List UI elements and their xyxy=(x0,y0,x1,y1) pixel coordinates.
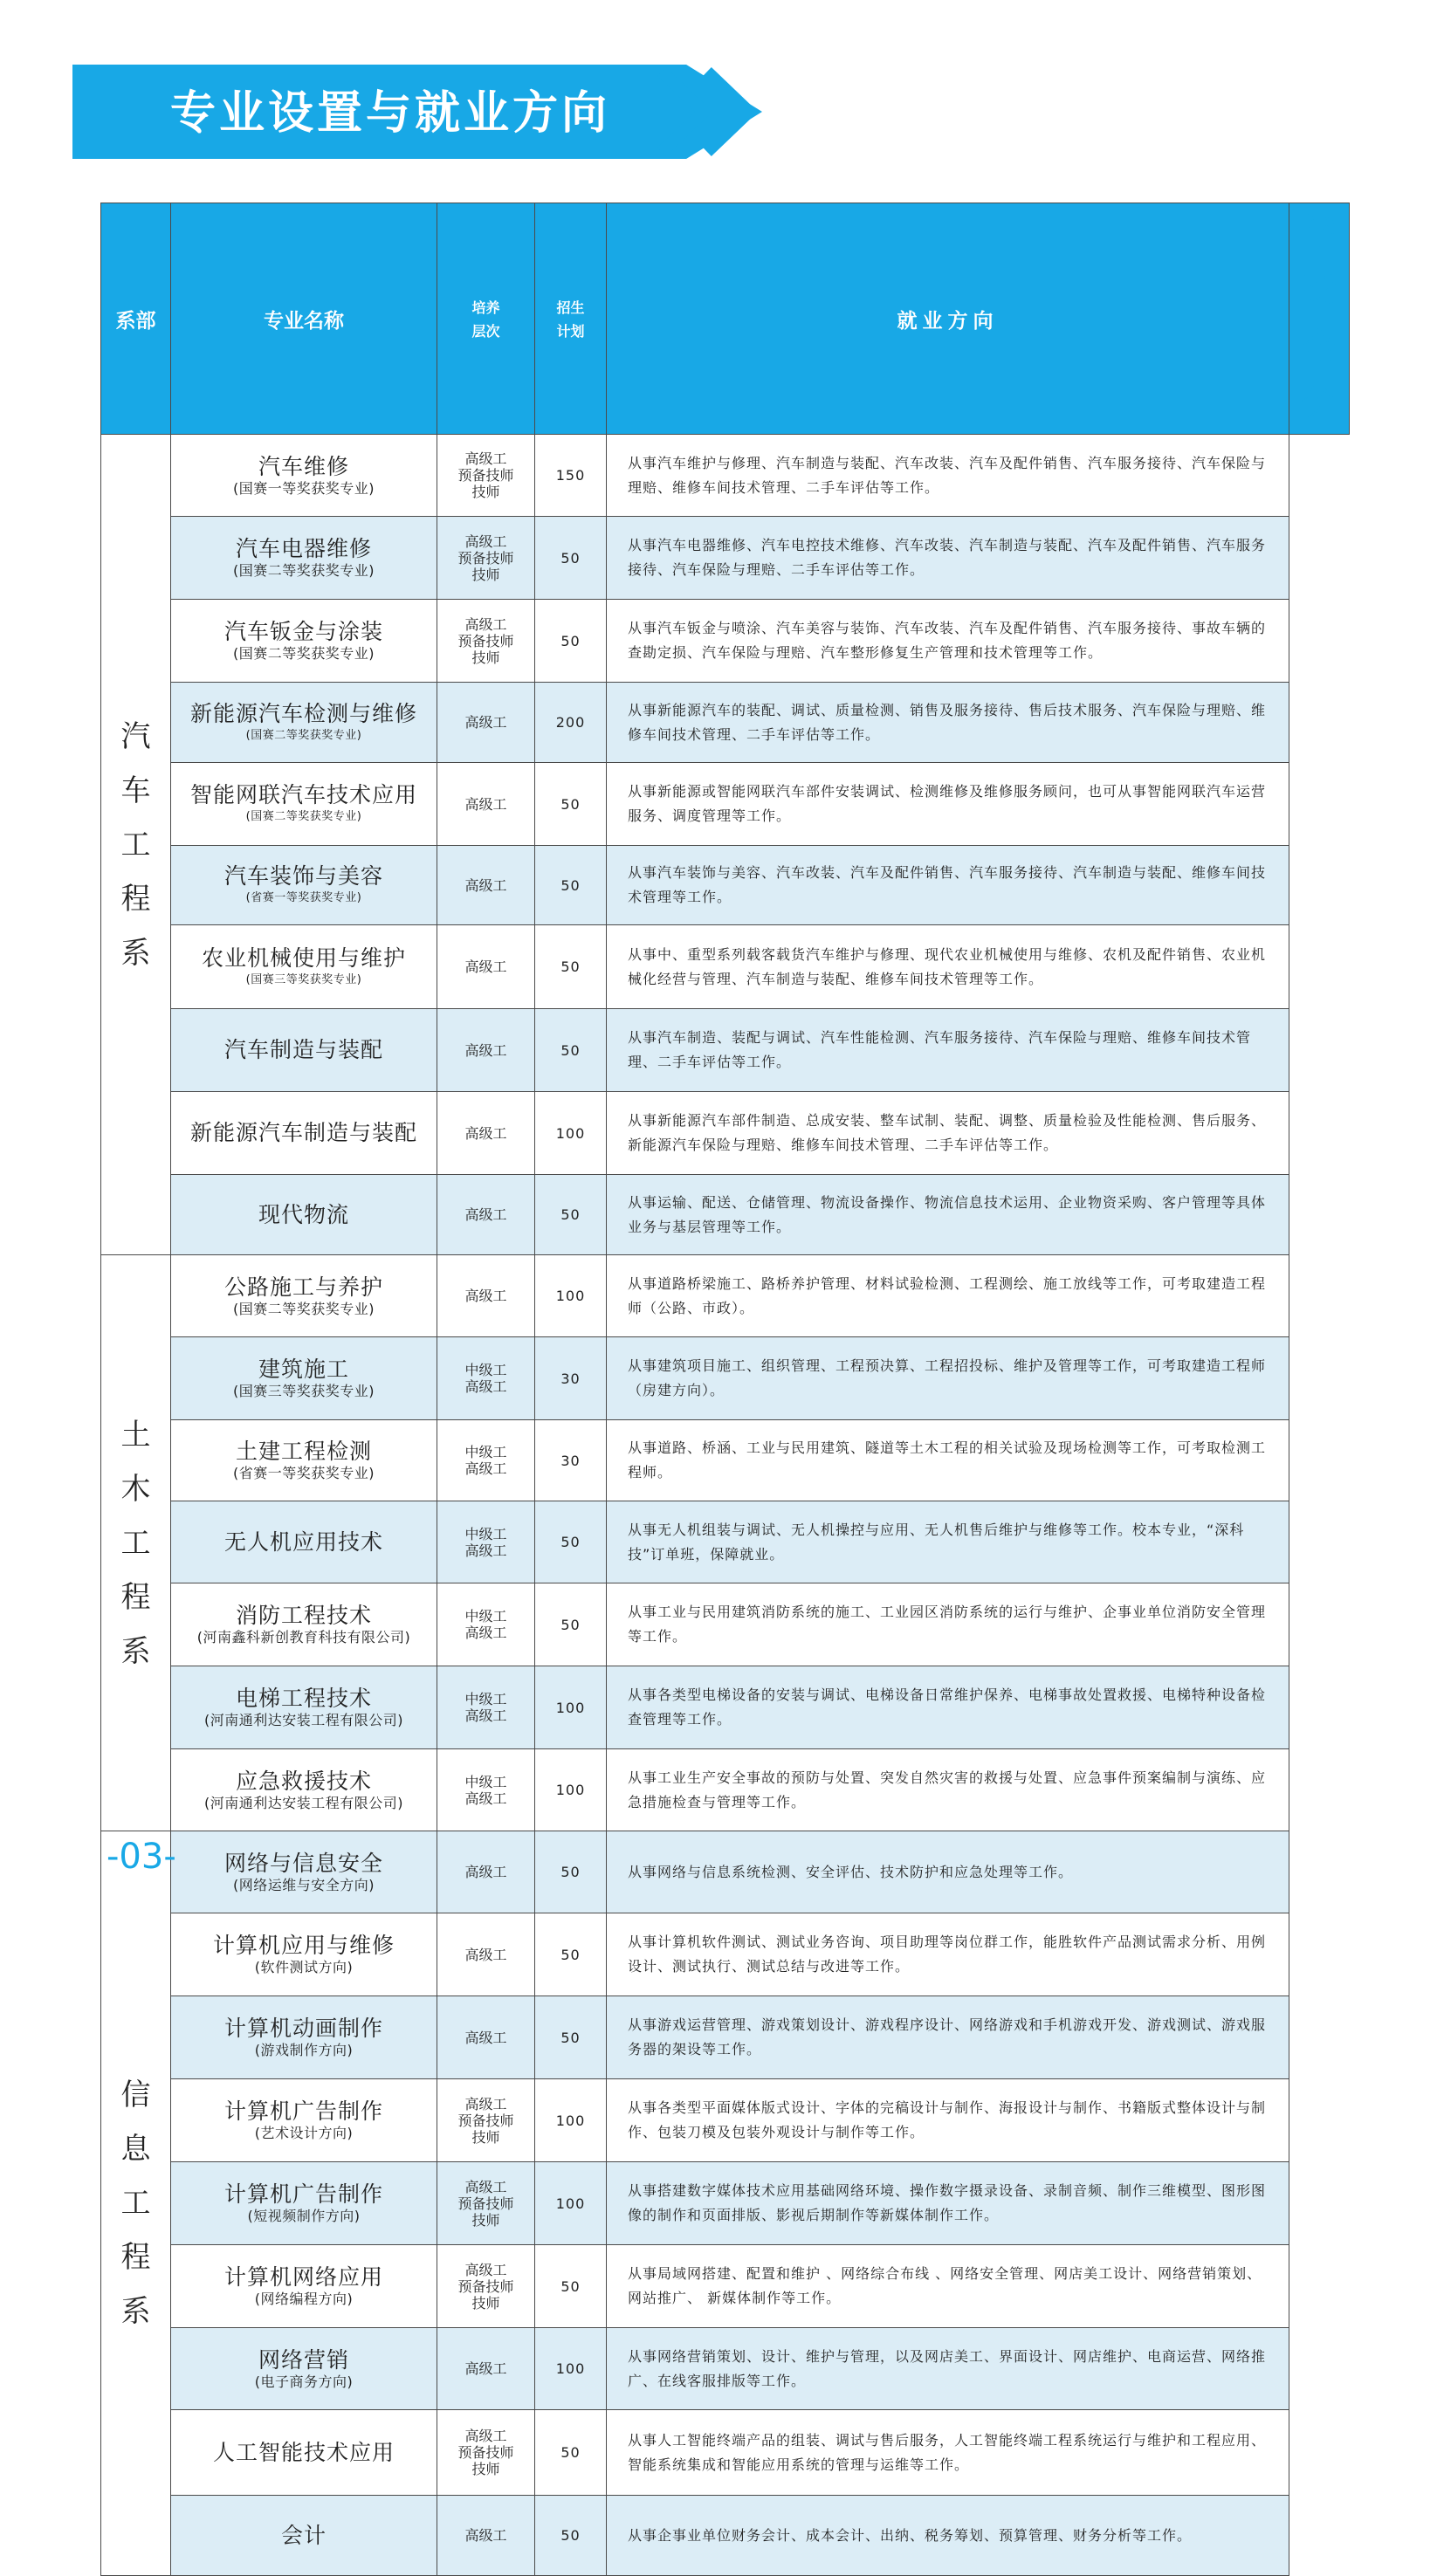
level-cell xyxy=(437,1666,535,1749)
career-direction: 从事企事业单位财务会计、成本会计、出纳、税务筹划、预算管理、财务分析等工作。 xyxy=(607,2496,1289,2576)
career-direction: 从事中、重型系列载客载货汽车维护与修理、现代农业机械使用与维修、农机及配件销售、农业机械化经营与管理、汽车制造与装配、维修车间技术管理等工作。 xyxy=(607,925,1289,1009)
department-cell xyxy=(101,1255,171,1831)
major-name: 无人机应用技术 xyxy=(223,1528,383,1555)
major-note: (国赛二等奖获奖专业) xyxy=(233,562,375,579)
major-cell xyxy=(171,2328,437,2410)
major-cell xyxy=(171,1501,437,1583)
enrollment-plan: 50 xyxy=(535,600,607,683)
career-direction: 从事新能源汽车部件制造、总成安装、整车试制、装配、调整、质量检验及性能检测、售后服务、新能源汽车保险与理赔、维修车间技术管理、二手车评估等工作。 xyxy=(607,1092,1289,1175)
training-level: 高级工 xyxy=(464,1864,507,1880)
enrollment-plan: 50 xyxy=(535,1831,607,1913)
major-note: (软件测试方向) xyxy=(254,1959,354,1975)
level-cell xyxy=(437,1501,535,1583)
career-direction: 从事游戏运营管理、游戏策划设计、游戏程序设计、网络游戏和手机游戏开发、游戏测试、游戏服务器的架设等工作。 xyxy=(607,1996,1289,2079)
level-cell xyxy=(437,1913,535,1996)
table-row xyxy=(101,846,1350,925)
training-level: 中级工 高级工 xyxy=(464,1525,507,1559)
career-direction: 从事计算机软件测试、测试业务咨询、项目助理等岗位群工作，能胜软件产品测试需求分析、用例设计、测试执行、测试总结与改进等工作。 xyxy=(607,1913,1289,1996)
level-cell xyxy=(437,763,535,846)
training-level: 高级工 预备技师 技师 xyxy=(457,2261,514,2312)
major-note: (网络编程方向) xyxy=(254,2291,354,2307)
major-name: 智能网联汽车技术应用 xyxy=(189,782,417,807)
major-note: (短视频制作方向) xyxy=(247,2208,361,2224)
table-row xyxy=(101,2079,1350,2162)
training-level: 高级工 xyxy=(464,2527,507,2544)
major-name: 土建工程检测 xyxy=(235,1439,372,1464)
major-cell xyxy=(171,1749,437,1831)
major-cell xyxy=(171,1831,437,1913)
table-row xyxy=(101,2162,1350,2245)
career-direction: 从事汽车维护与修理、汽车制造与装配、汽车改装、汽车及配件销售、汽车服务接待、汽车保险与理赔、维修车间技术管理、二手车评估等工作。 xyxy=(607,435,1289,517)
page-title: 专业设置与就业方向 xyxy=(170,87,611,140)
major-name: 新能源汽车检测与维修 xyxy=(189,700,417,726)
training-level: 高级工 xyxy=(464,1041,507,1059)
table-row xyxy=(101,2328,1350,2410)
table-row xyxy=(101,1175,1350,1255)
training-level: 高级工 预备技师 技师 xyxy=(457,2178,514,2229)
major-note: (河南鑫科新创教育科技有限公司) xyxy=(196,1629,411,1645)
level-cell xyxy=(437,1583,535,1666)
career-direction: 从事工业生产安全事故的预防与处置、突发自然灾害的救援与处置、应急事件预案编制与演练、应急措施检查与管理等工作。 xyxy=(607,1749,1289,1831)
major-cell xyxy=(171,846,437,925)
major-cell xyxy=(171,2079,437,2162)
level-cell xyxy=(437,1175,535,1255)
training-level: 高级工 xyxy=(464,795,507,813)
major-note: (省赛一等奖获奖专业) xyxy=(233,1465,375,1481)
header-level: 培养 层次 xyxy=(437,203,535,435)
header-major: 专业名称 xyxy=(171,203,437,435)
department-name: 土木工程系 xyxy=(120,1417,151,1669)
major-cell xyxy=(171,2162,437,2245)
level-cell xyxy=(437,1420,535,1501)
major-name: 人工智能技术应用 xyxy=(212,2439,395,2465)
major-name: 新能源汽车制造与装配 xyxy=(189,1120,417,1145)
header-dept: 系部 xyxy=(101,203,171,435)
training-level: 高级工 xyxy=(464,2029,507,2046)
enrollment-plan: 50 xyxy=(535,2410,607,2496)
major-cell xyxy=(171,1420,437,1501)
major-cell xyxy=(171,600,437,683)
training-level: 高级工 xyxy=(464,2360,507,2377)
level-cell xyxy=(437,517,535,600)
table-row xyxy=(101,683,1350,763)
enrollment-plan: 100 xyxy=(535,2079,607,2162)
major-note: (国赛一等奖获奖专业) xyxy=(233,479,375,497)
major-name: 电梯工程技术 xyxy=(235,1686,372,1711)
enrollment-plan: 150 xyxy=(535,435,607,517)
enrollment-plan: 50 xyxy=(535,517,607,600)
department-cell xyxy=(101,435,171,1255)
enrollment-plan: 100 xyxy=(535,1092,607,1175)
level-cell xyxy=(437,1255,535,1337)
major-note: (国赛二等奖获奖专业) xyxy=(233,1300,375,1317)
major-cell xyxy=(171,1913,437,1996)
career-direction: 从事无人机组装与调试、无人机操控与应用、无人机售后维护与维修等工作。校本专业，“深科技”订单班，保障就业。 xyxy=(607,1501,1289,1583)
level-cell xyxy=(437,925,535,1009)
major-note: (国赛二等奖获奖专业) xyxy=(245,810,362,823)
career-direction: 从事搭建数字媒体技术应用基础网络环境、操作数字摄录设备、录制音频、制作三维模型、图形图像的制作和页面排版、影视后期制作等新媒体制作工作。 xyxy=(607,2162,1289,2245)
major-name: 汽车维修 xyxy=(258,453,349,479)
table-row xyxy=(101,1255,1350,1337)
department-name: 汽车工程系 xyxy=(120,718,151,971)
level-cell xyxy=(437,600,535,683)
header-career: 就业方向 xyxy=(607,203,1289,435)
career-direction: 从事新能源汽车的装配、调试、质量检测、销售及服务接待、售后技术服务、汽车保险与理赔、维修车间技术管理、二手车评估等工作。 xyxy=(607,683,1289,763)
major-cell xyxy=(171,1666,437,1749)
major-name: 会计 xyxy=(280,2522,327,2548)
major-name: 公路施工与养护 xyxy=(223,1274,383,1300)
training-level: 高级工 预备技师 技师 xyxy=(457,2428,514,2477)
major-table-grid xyxy=(100,203,1350,2576)
enrollment-plan: 100 xyxy=(535,1255,607,1337)
department-cell xyxy=(101,1831,171,2576)
major-cell xyxy=(171,925,437,1009)
department-name: 信息工程系 xyxy=(120,2078,151,2329)
training-level: 中级工 高级工 xyxy=(464,1691,507,1724)
major-name: 农业机械使用与维护 xyxy=(201,945,406,971)
table-row xyxy=(101,1501,1350,1583)
career-direction: 从事各类型电梯设备的安装与调试、电梯设备日常维护保养、电梯事故处置救援、电梯特种设备检查管理等工作。 xyxy=(607,1666,1289,1749)
header-plan: 招生 计划 xyxy=(535,203,607,435)
major-name: 汽车电器维修 xyxy=(235,536,372,561)
major-cell xyxy=(171,1175,437,1255)
career-direction: 从事道路桥梁施工、路桥养护管理、材料试验检测、工程测绘、施工放线等工作，可考取建造工程师（公路、市政）。 xyxy=(607,1255,1289,1337)
enrollment-plan: 50 xyxy=(535,846,607,925)
major-cell xyxy=(171,2410,437,2496)
enrollment-plan: 100 xyxy=(535,1749,607,1831)
major-name: 消防工程技术 xyxy=(235,1603,372,1628)
level-cell xyxy=(437,2496,535,2576)
major-name: 汽车钣金与涂装 xyxy=(223,619,383,644)
major-note: (河南通利达安装工程有限公司) xyxy=(204,1712,403,1728)
major-name: 汽车制造与装配 xyxy=(223,1037,383,1062)
level-cell xyxy=(437,846,535,925)
enrollment-plan: 30 xyxy=(535,1420,607,1501)
major-cell xyxy=(171,1996,437,2079)
training-level: 中级工 高级工 xyxy=(464,1362,507,1395)
enrollment-plan: 50 xyxy=(535,1996,607,2079)
major-name: 应急救援技术 xyxy=(235,1768,372,1794)
enrollment-plan: 100 xyxy=(535,2162,607,2245)
training-level: 高级工 预备技师 技师 xyxy=(457,2095,514,2146)
table-row xyxy=(101,1583,1350,1666)
major-cell xyxy=(171,1009,437,1092)
major-name: 计算机网络应用 xyxy=(223,2264,383,2290)
career-direction: 从事汽车电器维修、汽车电控技术维修、汽车改装、汽车制造与装配、汽车及配件销售、汽车服务接待、汽车保险与理赔、二手车评估等工作。 xyxy=(607,517,1289,600)
career-direction: 从事局域网搭建、配置和维护 、网络综合布线 、网络安全管理、网店美工设计、网络营销策划、网站推广、 新媒体制作等工作。 xyxy=(607,2245,1289,2328)
major-cell xyxy=(171,683,437,763)
table-row xyxy=(101,1996,1350,2079)
major-note: (国赛三等奖获奖专业) xyxy=(245,972,362,986)
major-cell xyxy=(171,2245,437,2328)
table-row xyxy=(101,1666,1350,1749)
level-cell xyxy=(437,1337,535,1420)
table-row xyxy=(101,600,1350,683)
table-row xyxy=(101,1337,1350,1420)
table-row xyxy=(101,1913,1350,1996)
enrollment-plan: 100 xyxy=(535,1666,607,1749)
level-cell xyxy=(437,2162,535,2245)
level-cell xyxy=(437,435,535,517)
major-name: 建筑施工 xyxy=(258,1357,349,1382)
career-direction: 从事建筑项目施工、组织管理、工程预决算、工程招投标、维护及管理等工作，可考取建造工程师（房建方向）。 xyxy=(607,1337,1289,1420)
table-row xyxy=(101,517,1350,600)
major-note: (游戏制作方向) xyxy=(254,2042,354,2058)
career-direction: 从事汽车钣金与喷涂、汽车美容与装饰、汽车改装、汽车及配件销售、汽车服务接待、事故车辆的查勘定损、汽车保险与理赔、汽车整形修复生产管理和技术管理等工作。 xyxy=(607,600,1289,683)
training-level: 高级工 预备技师 技师 xyxy=(457,615,514,666)
table-row xyxy=(101,1749,1350,1831)
enrollment-plan: 100 xyxy=(535,2328,607,2410)
enrollment-plan: 30 xyxy=(535,1337,607,1420)
enrollment-plan: 50 xyxy=(535,925,607,1009)
training-level: 高级工 预备技师 技师 xyxy=(457,532,514,583)
major-note: (省赛一等奖获奖专业) xyxy=(245,891,362,904)
table-row xyxy=(101,1831,1350,1913)
major-note: (国赛二等奖获奖专业) xyxy=(233,645,375,662)
level-cell xyxy=(437,2328,535,2410)
major-name: 现代物流 xyxy=(258,1201,349,1227)
major-cell xyxy=(171,1583,437,1666)
enrollment-plan: 50 xyxy=(535,1009,607,1092)
enrollment-plan: 50 xyxy=(535,1175,607,1255)
major-name: 计算机应用与维修 xyxy=(212,1933,395,1958)
major-note: (国赛二等奖获奖专业) xyxy=(245,728,362,742)
level-cell xyxy=(437,1092,535,1175)
career-direction: 从事新能源或智能网联汽车部件安装调试、检测维修及维修服务顾问，也可从事智能网联汽车运营服务、调度管理等工作。 xyxy=(607,763,1289,846)
level-cell xyxy=(437,1749,535,1831)
enrollment-plan: 50 xyxy=(535,1913,607,1996)
training-level: 高级工 xyxy=(464,1206,507,1223)
major-cell xyxy=(171,517,437,600)
table-row xyxy=(101,1009,1350,1092)
career-direction: 从事工业与民用建筑消防系统的施工、工业园区消防系统的运行与维护、企事业单位消防安全管理等工作。 xyxy=(607,1583,1289,1666)
major-cell xyxy=(171,2496,437,2576)
table-header-row xyxy=(101,203,1350,435)
major-note: (网络运维与安全方向) xyxy=(233,1876,375,1893)
career-direction: 从事汽车装饰与美容、汽车改装、汽车及配件销售、汽车服务接待、汽车制造与装配、维修车间技术管理等工作。 xyxy=(607,846,1289,925)
major-name: 计算机动画制作 xyxy=(223,2016,383,2041)
enrollment-plan: 50 xyxy=(535,2496,607,2576)
career-direction: 从事人工智能终端产品的组装、调试与售后服务，人工智能终端工程系统运行与维护和工程应用、智能系统集成和智能应用系统的管理与运维等工作。 xyxy=(607,2410,1289,2496)
career-direction: 从事网络营销策划、设计、维护与管理，以及网店美工、界面设计、网店维护、电商运营、网络推广、在线客服排版等工作。 xyxy=(607,2328,1289,2410)
table-row xyxy=(101,2496,1350,2576)
level-cell xyxy=(437,2245,535,2328)
major-name: 网络与信息安全 xyxy=(223,1850,383,1876)
major-note: (国赛三等奖获奖专业) xyxy=(233,1383,375,1399)
major-note: (电子商务方向) xyxy=(254,2373,354,2390)
major-note: (河南通利达安装工程有限公司) xyxy=(204,1794,403,1811)
side-note-cell xyxy=(1289,203,1350,435)
major-name: 计算机广告制作 xyxy=(223,2099,383,2124)
enrollment-plan: 50 xyxy=(535,1583,607,1666)
major-name: 汽车装饰与美容 xyxy=(223,863,383,889)
training-level: 高级工 预备技师 技师 xyxy=(457,450,514,500)
enrollment-plan: 50 xyxy=(535,763,607,846)
enrollment-plan: 50 xyxy=(535,2245,607,2328)
table-row xyxy=(101,2410,1350,2496)
major-name: 网络营销 xyxy=(258,2346,349,2373)
level-cell xyxy=(437,2079,535,2162)
major-cell xyxy=(171,1337,437,1420)
training-level: 高级工 xyxy=(464,1124,507,1142)
level-cell xyxy=(437,1009,535,1092)
major-note: (艺术设计方向) xyxy=(254,2125,354,2141)
level-cell xyxy=(437,683,535,763)
major-cell xyxy=(171,763,437,846)
chevron-right-icon xyxy=(695,65,765,159)
training-level: 高级工 xyxy=(464,958,507,975)
table-row xyxy=(101,435,1350,517)
major-cell xyxy=(171,435,437,517)
training-level: 中级工 高级工 xyxy=(464,1444,507,1477)
table-row xyxy=(101,925,1350,1009)
level-cell xyxy=(437,1996,535,2079)
enrollment-plan: 200 xyxy=(535,683,607,763)
training-level: 高级工 xyxy=(464,876,507,894)
tuition-free-note: 学费全免 xyxy=(1301,210,1338,426)
training-level: 高级工 xyxy=(464,1288,507,1304)
table-row xyxy=(101,1092,1350,1175)
table-row xyxy=(101,763,1350,846)
level-cell xyxy=(437,1831,535,1913)
enrollment-plan: 50 xyxy=(535,1501,607,1583)
career-direction: 从事道路、桥涵、工业与民用建筑、隧道等土木工程的相关试验及现场检测等工作，可考取检测工程师。 xyxy=(607,1420,1289,1501)
career-direction: 从事各类型平面媒体版式设计、字体的完稿设计与制作、海报设计与制作、书籍版式整体设计与制作、包装刀模及包装外观设计与制作等工作。 xyxy=(607,2079,1289,2162)
major-cell xyxy=(171,1092,437,1175)
career-direction: 从事汽车制造、装配与调试、汽车性能检测、汽车服务接待、汽车保险与理赔、维修车间技术管理、二手车评估等工作。 xyxy=(607,1009,1289,1092)
career-direction: 从事网络与信息系统检测、安全评估、技术防护和应急处理等工作。 xyxy=(607,1831,1289,1913)
table-row xyxy=(101,1420,1350,1501)
table-row xyxy=(101,2245,1350,2328)
career-direction: 从事运输、配送、仓储管理、物流设备操作、物流信息技术运用、企业物资采购、客户管理等具体业务与基层管理等工作。 xyxy=(607,1175,1289,1255)
training-level: 中级工 高级工 xyxy=(464,1608,507,1641)
major-cell xyxy=(171,1255,437,1337)
major-name: 计算机广告制作 xyxy=(223,2181,383,2207)
level-cell xyxy=(437,2410,535,2496)
training-level: 高级工 xyxy=(464,1946,507,1963)
training-level: 中级工 高级工 xyxy=(464,1773,507,1807)
page-number: -03- xyxy=(107,1837,176,1877)
training-level: 高级工 xyxy=(464,714,507,731)
